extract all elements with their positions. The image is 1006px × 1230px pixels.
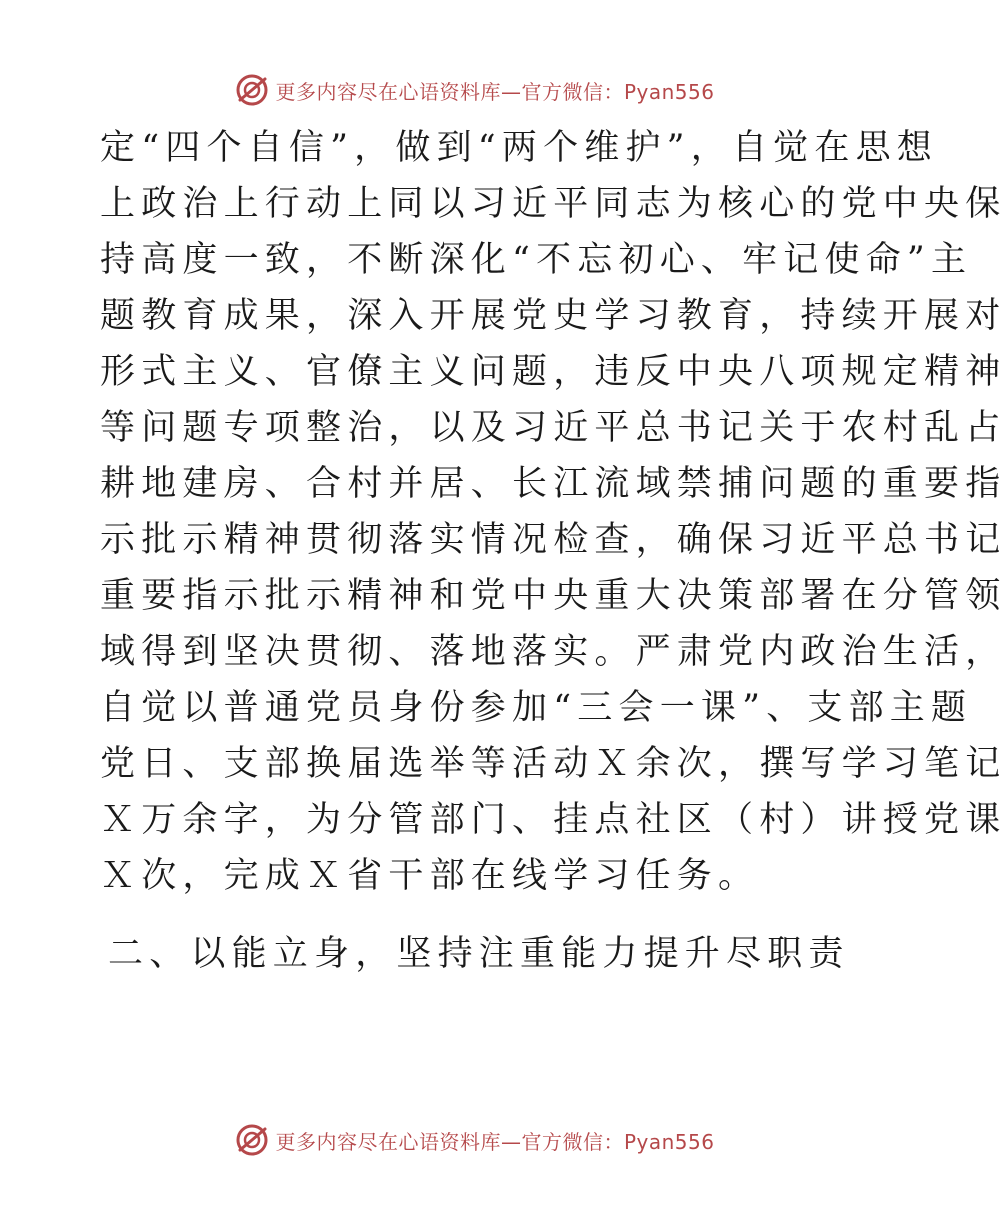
body-line: 上政治上行动上同以习近平同志为核心的党中央保 <box>100 184 1006 224</box>
body-line: 示批示精神贯彻落实情况检查，确保习近平总书记 <box>100 520 1006 560</box>
body-line: 域得到坚决贯彻、落地落实。严肃党内政治生活， <box>100 632 1006 672</box>
watermark-text: 更多内容尽在心语资料库—官方微信：Pyan556 <box>275 79 715 104</box>
logo-icon <box>235 73 269 107</box>
logo-icon <box>235 1123 269 1157</box>
body-line: 持高度一致，不断深化“不忘初心、牢记使命”主 <box>100 240 973 280</box>
document-body <box>100 120 1006 904</box>
watermark-header <box>0 70 950 110</box>
body-line: 等问题专项整治，以及习近平总书记关于农村乱占 <box>100 408 1006 448</box>
body-line: Ｘ次，完成Ｘ省干部在线学习任务。 <box>100 856 760 896</box>
body-line: 自觉以普通党员身份参加“三会一课”、支部主题 <box>100 688 973 728</box>
section-heading: 二、以能立身，坚持注重能力提升尽职责 <box>108 934 850 974</box>
body-line: 耕地建房、合村并居、长江流域禁捕问题的重要指 <box>100 464 1006 504</box>
body-line: 形式主义、官僚主义问题，违反中央八项规定精神 <box>100 352 1006 392</box>
body-line: 题教育成果，深入开展党史学习教育，持续开展对 <box>100 296 1006 336</box>
body-line: 党日、支部换届选举等活动Ｘ余次，撰写学习笔记 <box>100 744 1006 784</box>
body-line: Ｘ万余字，为分管部门、挂点社区（村）讲授党课 <box>100 800 1006 840</box>
body-line: 重要指示批示精神和党中央重大决策部署在分管领 <box>100 576 1006 616</box>
body-line: 定“四个自信”，做到“两个维护”，自觉在思想 <box>100 128 938 168</box>
watermark-footer <box>0 1120 950 1160</box>
watermark-text: 更多内容尽在心语资料库—官方微信：Pyan556 <box>275 1129 715 1154</box>
